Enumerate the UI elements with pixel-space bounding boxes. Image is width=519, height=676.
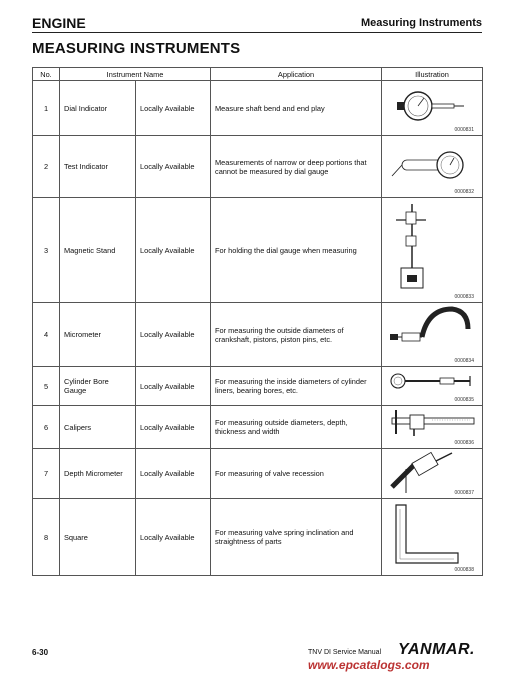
row-no: 4 [33, 303, 60, 367]
figure-code: 0000833 [454, 294, 474, 300]
row-no: 5 [33, 367, 60, 406]
row-no: 6 [33, 406, 60, 449]
yanmar-logo: YANMAR. [398, 641, 475, 658]
row-illustration [382, 449, 483, 499]
page-header [32, 12, 482, 32]
watermark: www.epcatalogs.com [308, 658, 430, 672]
row-illustration [382, 198, 483, 303]
row-illustration [382, 303, 483, 367]
row-application: For measuring valve spring inclination and straightness of parts [211, 499, 382, 576]
table-header-row [33, 68, 483, 81]
row-no: 1 [33, 81, 60, 136]
row-application: For measuring outside diameters, depth, thickness and width [211, 406, 382, 449]
col-header-name: Instrument Name [60, 68, 211, 81]
row-availability: Locally Available [136, 406, 211, 449]
row-illustration [382, 499, 483, 576]
table-row [33, 367, 483, 406]
table-row [33, 136, 483, 198]
row-availability: Locally Available [136, 81, 211, 136]
table-row [33, 449, 483, 499]
header-divider [32, 32, 482, 33]
row-name: Square [60, 499, 136, 576]
row-name: Cylinder Bore Gauge [60, 367, 136, 406]
row-availability: Locally Available [136, 136, 211, 198]
row-no: 7 [33, 449, 60, 499]
manual-title: TNV DI Service Manual [308, 649, 382, 656]
magnetic-stand-icon [382, 198, 483, 303]
row-application: For measuring the inside diameters of cylinder liners, bearing bores, etc. [211, 367, 382, 406]
row-application: Measurements of narrow or deep portions that cannot be measured by dial gauge [211, 136, 382, 198]
row-illustration [382, 81, 483, 136]
figure-code: 0000836 [454, 440, 474, 446]
row-application: For measuring the outside diameters of crankshaft, pistons, piston pins, etc. [211, 303, 382, 367]
row-no: 2 [33, 136, 60, 198]
row-availability: Locally Available [136, 198, 211, 303]
page-number: 6-30 [32, 648, 49, 657]
row-name: Calipers [60, 406, 136, 449]
col-header-application: Application [211, 68, 382, 81]
figure-code: 0000832 [454, 189, 474, 195]
row-illustration [382, 406, 483, 449]
row-availability: Locally Available [136, 449, 211, 499]
row-application: Measure shaft bend and end play [211, 81, 382, 136]
col-header-illustration: Illustration [382, 68, 483, 81]
row-name: Magnetic Stand [60, 198, 136, 303]
row-availability: Locally Available [136, 499, 211, 576]
row-name: Dial Indicator [60, 81, 136, 136]
square-icon [382, 499, 483, 576]
table-row [33, 303, 483, 367]
chapter-label: Measuring Instruments [360, 17, 482, 29]
section-label: ENGINE [32, 15, 86, 31]
row-illustration [382, 136, 483, 198]
row-name: Depth Micrometer [60, 449, 136, 499]
page-title: MEASURING INSTRUMENTS [32, 40, 241, 57]
table-row [33, 81, 483, 136]
figure-code: 0000835 [454, 397, 474, 403]
row-illustration [382, 367, 483, 406]
figure-code: 0000837 [454, 490, 474, 496]
figure-code: 0000831 [454, 127, 474, 133]
table-row [33, 406, 483, 449]
row-application: For holding the dial gauge when measuring [211, 198, 382, 303]
row-application: For measuring of valve recession [211, 449, 382, 499]
figure-code: 0000838 [454, 567, 474, 573]
row-availability: Locally Available [136, 367, 211, 406]
table-row [33, 499, 483, 576]
instruments-table [32, 67, 483, 576]
row-availability: Locally Available [136, 303, 211, 367]
table-row [33, 198, 483, 303]
row-no: 8 [33, 499, 60, 576]
row-name: Test Indicator [60, 136, 136, 198]
row-no: 3 [33, 198, 60, 303]
col-header-no: No. [33, 68, 60, 81]
row-name: Micrometer [60, 303, 136, 367]
figure-code: 0000834 [454, 358, 474, 364]
